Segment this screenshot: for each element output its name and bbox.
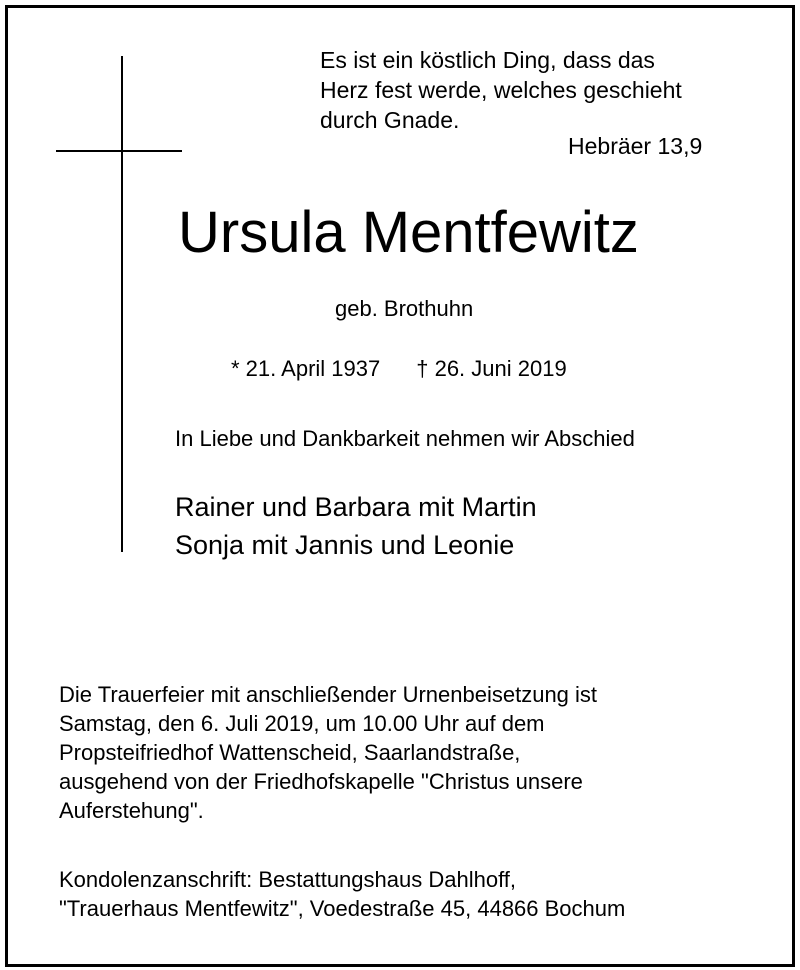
service-line: ausgehend von der Friedhofskapelle "Christus unsere — [59, 769, 583, 794]
condolence-line: "Trauerhaus Mentfewitz", Voedestraße 45, 44866 Bochum — [59, 896, 626, 921]
service-line: Die Trauerfeier mit anschließender Urnenbeisetzung ist — [59, 682, 598, 707]
condolence-address — [59, 865, 625, 923]
service-line: Auferstehung". — [59, 798, 204, 823]
verse-line: Es ist ein köstlich Ding, dass das — [320, 47, 655, 73]
service-line: Propsteifriedhof Wattenscheid, Saarlandstraße, — [59, 740, 521, 765]
mourner-line: Rainer und Barbara mit Martin — [175, 492, 537, 522]
funeral-service-info — [59, 680, 597, 825]
mourners-list — [175, 488, 537, 564]
birth-name: geb. Brothuhn — [335, 296, 474, 321]
deceased-name: Ursula Mentfewitz — [178, 200, 639, 265]
condolence-line: Kondolenzanschrift: Bestattungshaus Dahlhoff, — [59, 867, 517, 892]
mourner-line: Sonja mit Jannis und Leonie — [175, 530, 515, 560]
verse-line: durch Gnade. — [320, 107, 460, 133]
verse-line: Herz fest werde, welches geschieht — [320, 77, 682, 103]
cross-vertical-bar — [121, 56, 123, 552]
verse-reference: Hebräer 13,9 — [568, 133, 703, 159]
farewell-text: In Liebe und Dankbarkeit nehmen wir Abschied — [175, 426, 635, 451]
life-dates — [231, 355, 567, 383]
bible-verse — [320, 45, 682, 135]
death-date: † 26. Juni 2019 — [416, 356, 567, 381]
birth-date: * 21. April 1937 — [231, 356, 381, 381]
service-line: Samstag, den 6. Juli 2019, um 10.00 Uhr auf dem — [59, 711, 545, 736]
cross-horizontal-bar — [56, 150, 182, 152]
